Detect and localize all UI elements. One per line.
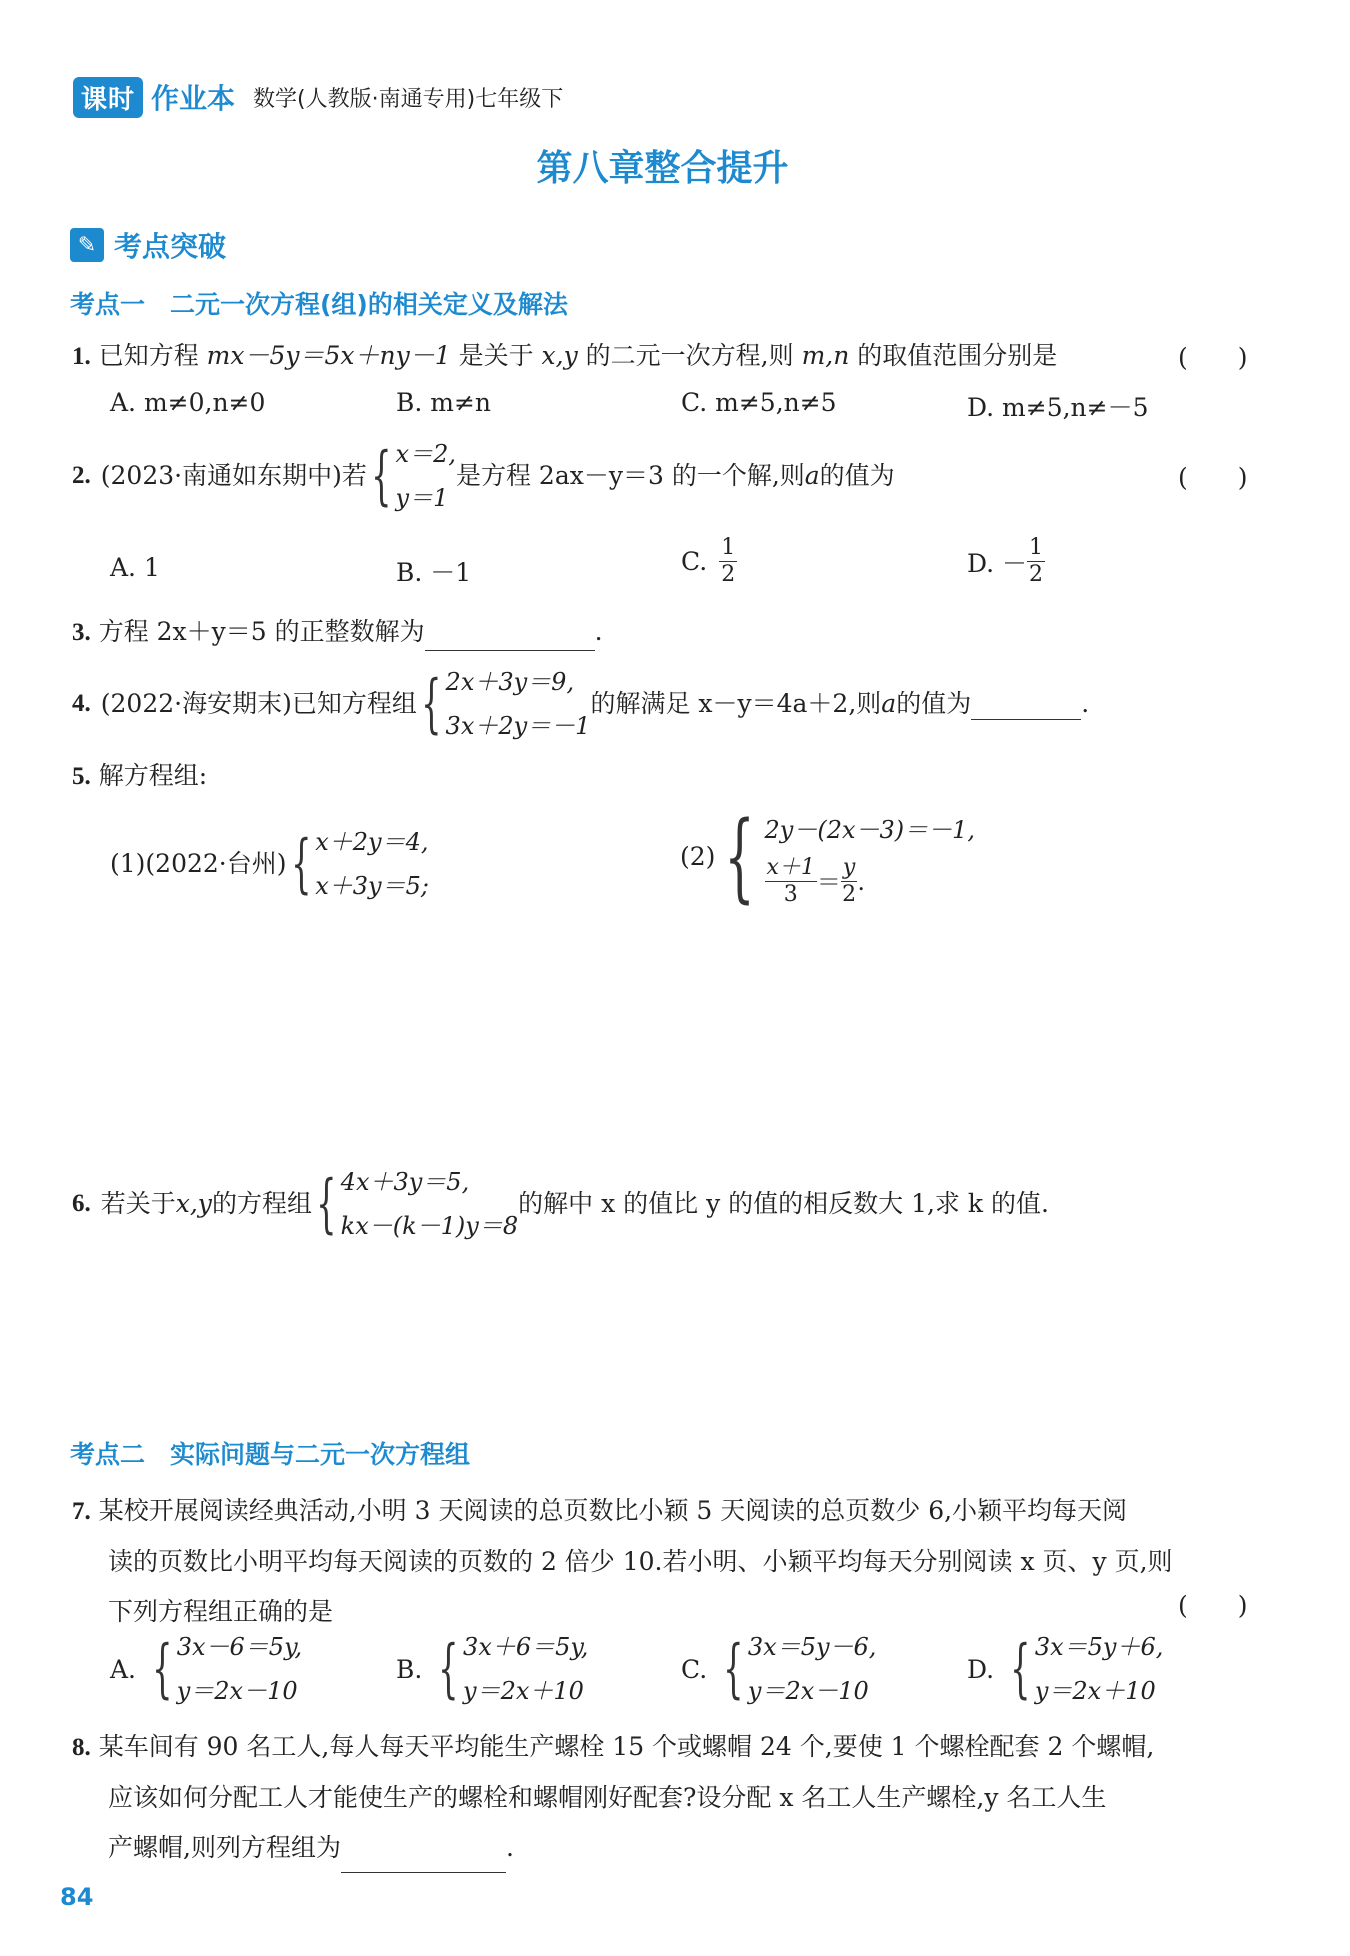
question-text: 的解中 x 的值比 y 的值的相反数大 1,求 k 的值. (518, 1189, 1049, 1218)
fraction-denominator: 2 (842, 882, 857, 907)
question-text: 的方程组 (211, 1189, 312, 1218)
punctuation: . (857, 867, 865, 896)
section-header (70, 225, 226, 265)
question-7 (72, 1486, 1173, 1637)
system-row: 3x－6＝5y, (176, 1633, 303, 1661)
fraction-denominator: 2 (1029, 562, 1044, 587)
question-text: 应该如何分配工人才能使生产的螺栓和螺帽刚好配套?设分配 x 名工人生产螺栓,y 名工人生 (108, 1783, 1107, 1812)
fraction (841, 855, 857, 908)
brace: { (316, 1167, 337, 1241)
fraction-numerator: 1 (721, 535, 736, 560)
question-number: 5. (72, 763, 91, 790)
option-a[interactable]: A. 1 (110, 553, 160, 582)
equation-system (715, 800, 976, 913)
equals-sign: ＝ (816, 867, 841, 896)
system-row: y＝2x－10 (747, 1677, 869, 1705)
question-number: 4. (72, 690, 91, 717)
question-number: 7. (72, 1498, 91, 1525)
answer-parentheses[interactable]: ( ) (1178, 1591, 1248, 1620)
system-row: 3x＝5y＋6, (1034, 1633, 1164, 1661)
equation-system (434, 1625, 588, 1713)
brace: { (724, 800, 756, 913)
system-row: y＝1 (395, 484, 449, 512)
question-text: 某校开展阅读经典活动,小明 3 天阅读的总页数比小颖 5 天阅读的总页数少 6,小颖平均每天阅 (98, 1496, 1128, 1525)
question-1 (72, 338, 1057, 375)
topic-heading-2: 考点二 实际问题与二元一次方程组 (70, 1440, 471, 1469)
equation: mx－5y＝5x＋ny－1 (206, 341, 451, 370)
punctuation: . (594, 617, 603, 646)
question-text: 的值为 (896, 689, 972, 718)
pen-in-box-icon: ✎ (70, 228, 104, 262)
system-row: 3x＝5y－6, (747, 1633, 877, 1661)
subject-label: 数学(人教版·南通专用)七年级下 (253, 86, 564, 112)
equation-system (1006, 1625, 1163, 1713)
answer-blank[interactable] (971, 689, 1081, 720)
answer-blank[interactable] (425, 620, 595, 651)
question-3 (72, 614, 603, 651)
question-2 (72, 432, 895, 520)
system-row: 4x＋3y＝5, (340, 1168, 470, 1196)
question-text: 下列方程组正确的是 (108, 1597, 334, 1626)
system-row: y＝2x＋10 (1034, 1677, 1156, 1705)
option-label: C. (681, 1654, 708, 1684)
fraction-denominator: 3 (783, 882, 798, 907)
brace: { (723, 1632, 744, 1706)
question-text: 读的页数比小明平均每天阅读的页数的 2 倍少 10.若小明、小颖平均每天分别阅读 x 页、y 页,则 (108, 1547, 1173, 1576)
system-row: x＋3y＝5; (315, 872, 429, 900)
variables: x,y (175, 1189, 212, 1218)
question-text: 是方程 2ax－y＝3 的一个解,则 (455, 461, 805, 490)
option-label: D. (967, 1654, 995, 1684)
question-number: 8. (72, 1734, 91, 1761)
option-b[interactable]: B. m≠n (396, 388, 492, 417)
question-5 (72, 758, 207, 795)
equation-system (417, 660, 591, 748)
option-b[interactable]: B. －1 (396, 558, 472, 587)
answer-parentheses[interactable]: ( ) (1178, 463, 1248, 492)
punctuation: . (1081, 689, 1090, 718)
system-row: 3x＋2y＝－1 (445, 712, 591, 740)
fraction (765, 855, 817, 908)
equation-system (367, 432, 456, 520)
page-number: 84 (60, 1883, 94, 1911)
brace: { (371, 439, 392, 513)
question-8 (72, 1722, 1154, 1873)
question-4 (72, 660, 1089, 748)
part-label: (1)(2022·台州) (110, 849, 287, 878)
question-text: 是关于 (450, 341, 542, 370)
system-row: 2y－(2x－3)＝－1, (764, 816, 976, 844)
equation-system (287, 820, 429, 908)
question-number: 6. (72, 1190, 91, 1217)
system-row: x＝2, (395, 440, 456, 468)
option-d[interactable]: D. m≠5,n≠－5 (967, 393, 1149, 422)
option-c[interactable] (681, 535, 737, 588)
question-text: 若关于 (100, 1189, 176, 1218)
fraction-numerator: y (842, 855, 856, 880)
brace: { (1010, 1632, 1031, 1706)
variables: x,y (541, 341, 578, 370)
topic-heading-1: 考点一 二元一次方程(组)的相关定义及解法 (70, 290, 568, 319)
brand-name: 作业本 (151, 82, 236, 115)
option-c[interactable] (681, 1625, 876, 1713)
option-a[interactable]: A. m≠0,n≠0 (110, 388, 266, 417)
question-source: (2023·南通如东期中)若 (100, 461, 367, 490)
question-text: 的值为 (819, 461, 895, 490)
question-number: 2. (72, 462, 91, 489)
fraction-denominator: 2 (721, 562, 736, 587)
chapter-title: 第八章整合提升 (536, 148, 789, 189)
variable: a (804, 461, 820, 490)
question-5-part-2 (680, 800, 976, 913)
question-number: 1. (72, 343, 91, 370)
question-number: 3. (72, 619, 91, 646)
section-title: 考点突破 (114, 230, 227, 263)
brace: { (438, 1632, 459, 1706)
question-text: 某车间有 90 名工人,每人每天平均能生产螺栓 15 个或螺帽 24 个,要使 1 个螺栓配套 2 个螺帽, (98, 1732, 1155, 1761)
system-row (765, 855, 976, 908)
equation-system (719, 1625, 876, 1713)
option-c[interactable]: C. m≠5,n≠5 (681, 388, 837, 417)
equation-system (312, 1160, 518, 1248)
brace: { (152, 1632, 173, 1706)
brace: { (290, 827, 312, 901)
system-row: y＝2x－10 (176, 1677, 298, 1705)
option-label: A. (110, 1654, 137, 1684)
option-b[interactable] (396, 1625, 588, 1713)
question-text: 解方程组: (98, 761, 208, 790)
system-row: y＝2x＋10 (463, 1677, 584, 1705)
question-text: 的取值范围分别是 (849, 341, 1058, 370)
option-d[interactable] (967, 535, 1045, 588)
answer-blank[interactable] (341, 1840, 506, 1873)
option-label: B. (396, 1654, 423, 1684)
fraction (1027, 535, 1045, 588)
system-row: kx－(k－1)y＝8 (340, 1212, 519, 1240)
option-label: C. (681, 547, 708, 576)
brace: { (421, 667, 442, 741)
fraction-numerator: x＋1 (766, 855, 815, 880)
question-5-part-1 (110, 820, 429, 908)
fraction (719, 535, 737, 588)
question-text: 的解满足 x－y＝4a＋2,则 (590, 689, 882, 718)
punctuation: . (505, 1833, 514, 1862)
variables: m,n (801, 341, 850, 370)
variable: a (881, 689, 897, 718)
question-text: 产螺帽,则列方程组为 (108, 1833, 341, 1862)
brand-logo: 课时 (73, 77, 143, 118)
question-text: 已知方程 (98, 341, 207, 370)
system-row: 3x＋6＝5y, (463, 1633, 589, 1661)
question-text: 的二元一次方程,则 (577, 341, 802, 370)
answer-parentheses[interactable]: ( ) (1178, 343, 1248, 372)
question-source: (2022·海安期末)已知方程组 (100, 689, 417, 718)
part-label: (2) (680, 841, 716, 871)
option-d[interactable] (967, 1625, 1163, 1713)
question-text: 方程 2x＋y＝5 的正整数解为 (98, 617, 425, 646)
system-row: 2x＋3y＝9, (445, 668, 575, 696)
fraction-numerator: 1 (1029, 535, 1044, 560)
option-label: D. － (967, 548, 1028, 578)
equation-system (148, 1625, 302, 1713)
question-6 (72, 1160, 1049, 1248)
header (73, 78, 563, 116)
option-a[interactable] (110, 1625, 302, 1713)
system-row: x＋2y＝4, (315, 828, 429, 856)
